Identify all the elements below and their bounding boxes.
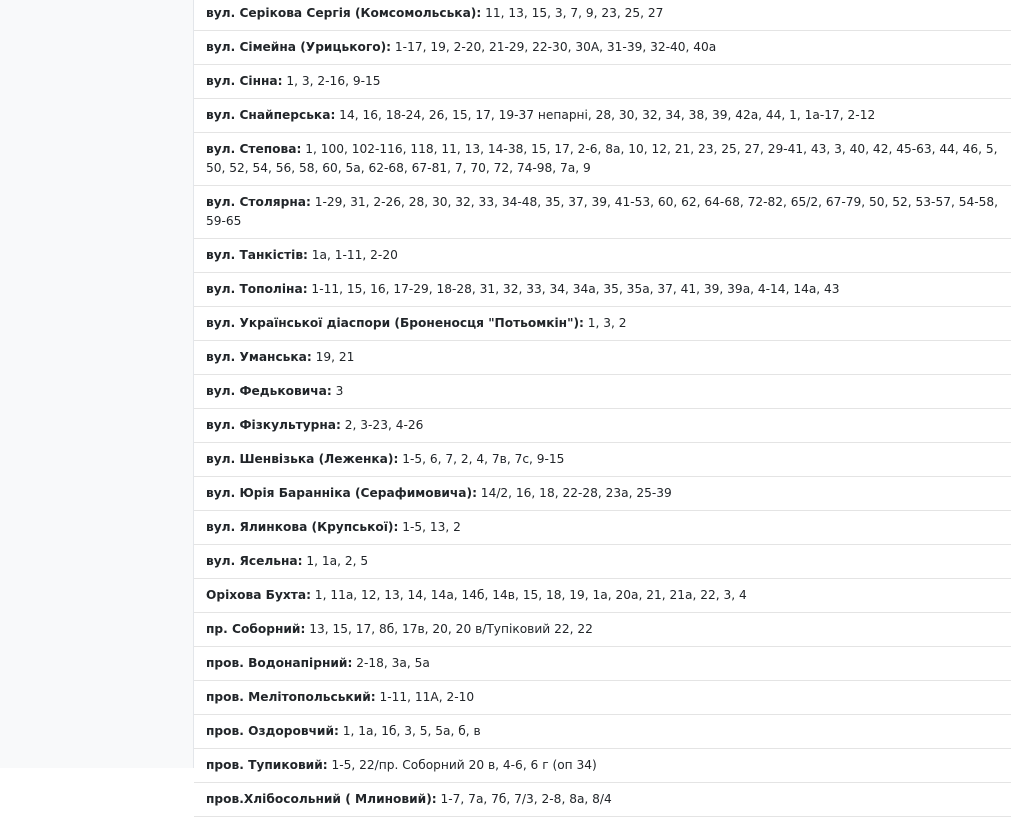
left-sidebar-panel [0, 0, 194, 768]
street-name: вул. Шенвізька (Леженка) [206, 452, 394, 466]
house-numbers: 11, 13, 15, 3, 7, 9, 23, 25, 27 [481, 6, 664, 20]
street-name-sep: : [431, 792, 437, 806]
street-name: пров.Хлібосольний ( Млиновий) [206, 792, 432, 806]
street-name-sep: : [300, 622, 306, 636]
street-row [194, 647, 1011, 681]
street-name-sep: : [393, 520, 399, 534]
house-numbers: 1-11, 11А, 2-10 [375, 690, 475, 704]
street-name-sep: : [303, 248, 308, 262]
street-row [194, 681, 1011, 715]
street-name: вул. Ялинкова (Крупської) [206, 520, 394, 534]
street-name-sep: : [302, 282, 308, 296]
house-numbers: 1-29, 31, 2-26, 28, 30, 32, 33, 34-48, 35, 37, 39, 41-53, 60, 62, 64-68, 72-82, 65/2, 67-79, 50, 52, 53-57, 54-58, 59-65 [206, 195, 998, 228]
street-row [194, 186, 1011, 239]
street-row [194, 477, 1011, 511]
house-numbers: 19, 21 [311, 350, 355, 364]
street-row [194, 579, 1011, 613]
street-name: вул. Сімейна (Урицького) [206, 40, 387, 54]
street-name-sep: : [296, 142, 302, 156]
street-name: вул. Столярна [206, 195, 306, 209]
street-name-sep: : [579, 316, 584, 330]
street-name: вул. Фізкультурна [206, 418, 337, 432]
house-numbers: 1, 11а, 12, 13, 14, 14а, 14б, 14в, 15, 18, 19, 1а, 20а, 21, 21а, 22, 3, 4 [310, 588, 747, 602]
street-name: Оріхова Бухта [206, 588, 307, 602]
house-numbers: 1, 100, 102-116, 118, 11, 13, 14-38, 15, 17, 2-6, 8а, 10, 12, 21, 23, 25, 27, 29-41, 43, 3, 40, 42, 45-63, 44, 46, 5, 50, 52, 54, 56, 58, 60, 5а, 62-68, 67-81, 7, 70, 72, 74-98, 7а, 9 [206, 142, 998, 175]
street-name: пров. Водонапірний [206, 656, 348, 670]
street-name: вул. Української діаспори (Броненосця "Потьомкін") [206, 316, 580, 330]
street-row [194, 409, 1011, 443]
street-name: вул. Уманська [206, 350, 307, 364]
street-name-sep: : [393, 452, 399, 466]
street-list-container[interactable] [194, 0, 1011, 806]
street-row [194, 99, 1011, 133]
street-row [194, 239, 1011, 273]
street-name-sep: : [476, 6, 482, 20]
house-numbers: 1-11, 15, 16, 17-29, 18-28, 31, 32, 33, 34, 34а, 35, 35а, 37, 41, 39, 39а, 4-14, 14а, 43 [307, 282, 840, 296]
house-numbers: 2-18, 3а, 5а [352, 656, 430, 670]
street-row [194, 613, 1011, 647]
house-numbers: 1, 3, 2 [583, 316, 627, 330]
street-name: пров. Оздоровчий [206, 724, 335, 738]
street-name-sep: : [386, 40, 392, 54]
street-row [194, 273, 1011, 307]
street-name: вул. Федьковича [206, 384, 327, 398]
house-numbers: 1, 1а, 2, 5 [302, 554, 369, 568]
house-numbers: 13, 15, 17, 8б, 17в, 20, 20 в/Тупіковий 22, 22 [305, 622, 593, 636]
house-numbers: 1-5, 22/пр. Соборний 20 в, 4-6, 6 г (оп 34) [327, 758, 597, 772]
street-name-sep: : [334, 724, 339, 738]
street-row [194, 307, 1011, 341]
street-name-sep: : [306, 350, 312, 364]
street-row [194, 749, 1011, 783]
street-row [194, 443, 1011, 477]
street-list [194, 0, 1011, 817]
house-numbers: 14, 16, 18-24, 26, 15, 17, 19-37 непарні, 28, 30, 32, 34, 38, 39, 42а, 44, 1, 1а-17, 2-12 [335, 108, 876, 122]
house-numbers: 3 [331, 384, 344, 398]
street-row [194, 375, 1011, 409]
street-name-sep: : [305, 195, 311, 209]
house-numbers: 1-7, 7а, 7б, 7/3, 2-8, 8а, 8/4 [436, 792, 612, 806]
house-numbers: 1а, 1-11, 2-20 [307, 248, 398, 262]
street-name: вул. Сінна [206, 74, 278, 88]
street-name: вул. Снайперська [206, 108, 331, 122]
house-numbers: 1-5, 13, 2 [398, 520, 461, 534]
street-row [194, 783, 1011, 817]
street-name-sep: : [277, 74, 283, 88]
street-name: вул. Серікова Сергія (Комсомольська) [206, 6, 477, 20]
street-row [194, 133, 1011, 186]
street-name: вул. Ясельна [206, 554, 298, 568]
house-numbers: 1-17, 19, 2-20, 21-29, 22-30, 30А, 31-39, 32-40, 40а [391, 40, 717, 54]
house-numbers: 1, 3, 2-16, 9-15 [282, 74, 381, 88]
street-name-sep: : [306, 588, 311, 602]
street-name-sep: : [370, 690, 376, 704]
house-numbers: 1, 1а, 1б, 3, 5, 5а, б, в [338, 724, 481, 738]
street-name: пров. Мелітопольський [206, 690, 371, 704]
street-name-sep: : [297, 554, 303, 568]
street-name-sep: : [330, 108, 336, 122]
street-name-sep: : [472, 486, 477, 500]
street-row [194, 65, 1011, 99]
street-row [194, 31, 1011, 65]
street-name: вул. Степова [206, 142, 297, 156]
street-name: пров. Тупиковий [206, 758, 323, 772]
street-name-sep: : [326, 384, 332, 398]
street-row [194, 545, 1011, 579]
street-name-sep: : [336, 418, 341, 432]
street-name: вул. Танкістів [206, 248, 304, 262]
house-numbers: 14/2, 16, 18, 22-28, 23а, 25-39 [476, 486, 672, 500]
street-name: вул. Юрія Баранніка (Серафимовича) [206, 486, 473, 500]
street-name-sep: : [347, 656, 353, 670]
street-name-sep: : [322, 758, 328, 772]
street-name: пр. Соборний [206, 622, 301, 636]
house-numbers: 1-5, 6, 7, 2, 4, 7в, 7с, 9-15 [398, 452, 565, 466]
street-name: вул. Тополіна [206, 282, 303, 296]
street-row [194, 341, 1011, 375]
street-row [194, 511, 1011, 545]
house-numbers: 2, 3-23, 4-26 [340, 418, 424, 432]
street-row [194, 715, 1011, 749]
street-row [194, 0, 1011, 31]
